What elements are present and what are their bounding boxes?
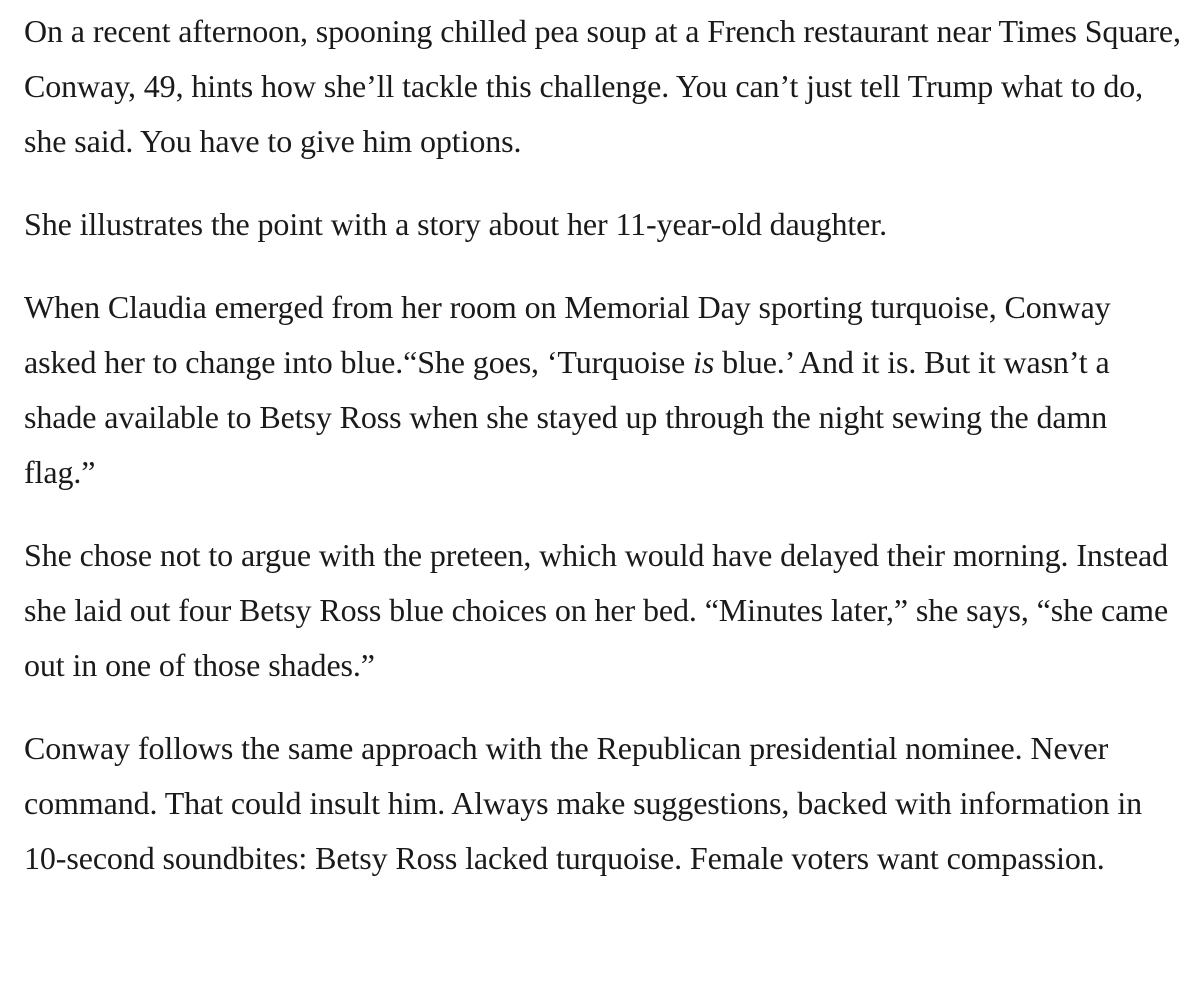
paragraph-3-after: blue.’ And it is. But it wasn’t a shade available to Betsy Ross when she stayed up through the night sewing the damn flag.” <box>24 344 1110 490</box>
paragraph-4: She chose not to argue with the preteen, which would have delayed their morning. Instead she laid out four Betsy Ross blue choices on her bed. “Minutes later,” she says, “she came out in one of those shades.” <box>24 537 1169 683</box>
paragraph-5: Conway follows the same approach with the Republican presidential nominee. Never command. That could insult him. Always make suggestions, backed with information in 10-second soundbites: Betsy Ross lacked turquoise. Female voters want compassion. <box>24 730 1143 876</box>
paragraph-2: She illustrates the point with a story about her 11-year-old daughter. <box>24 206 887 242</box>
paragraph-3-before: When Claudia emerged from her room on Memorial Day sporting turquoise, Conway asked her to change into blue.“She goes, ‘Turquoise <box>24 289 1111 380</box>
paragraph-3 <box>24 280 1184 500</box>
article-body <box>24 4 1184 886</box>
paragraph-1: On a recent afternoon, spooning chilled pea soup at a French restaurant near Times Square, Conway, 49, hints how she’ll tackle this challenge. You can’t just tell Trump what to do, she said. You have to give him options. <box>24 13 1181 159</box>
paragraph-3-emphasis: is <box>693 344 715 380</box>
